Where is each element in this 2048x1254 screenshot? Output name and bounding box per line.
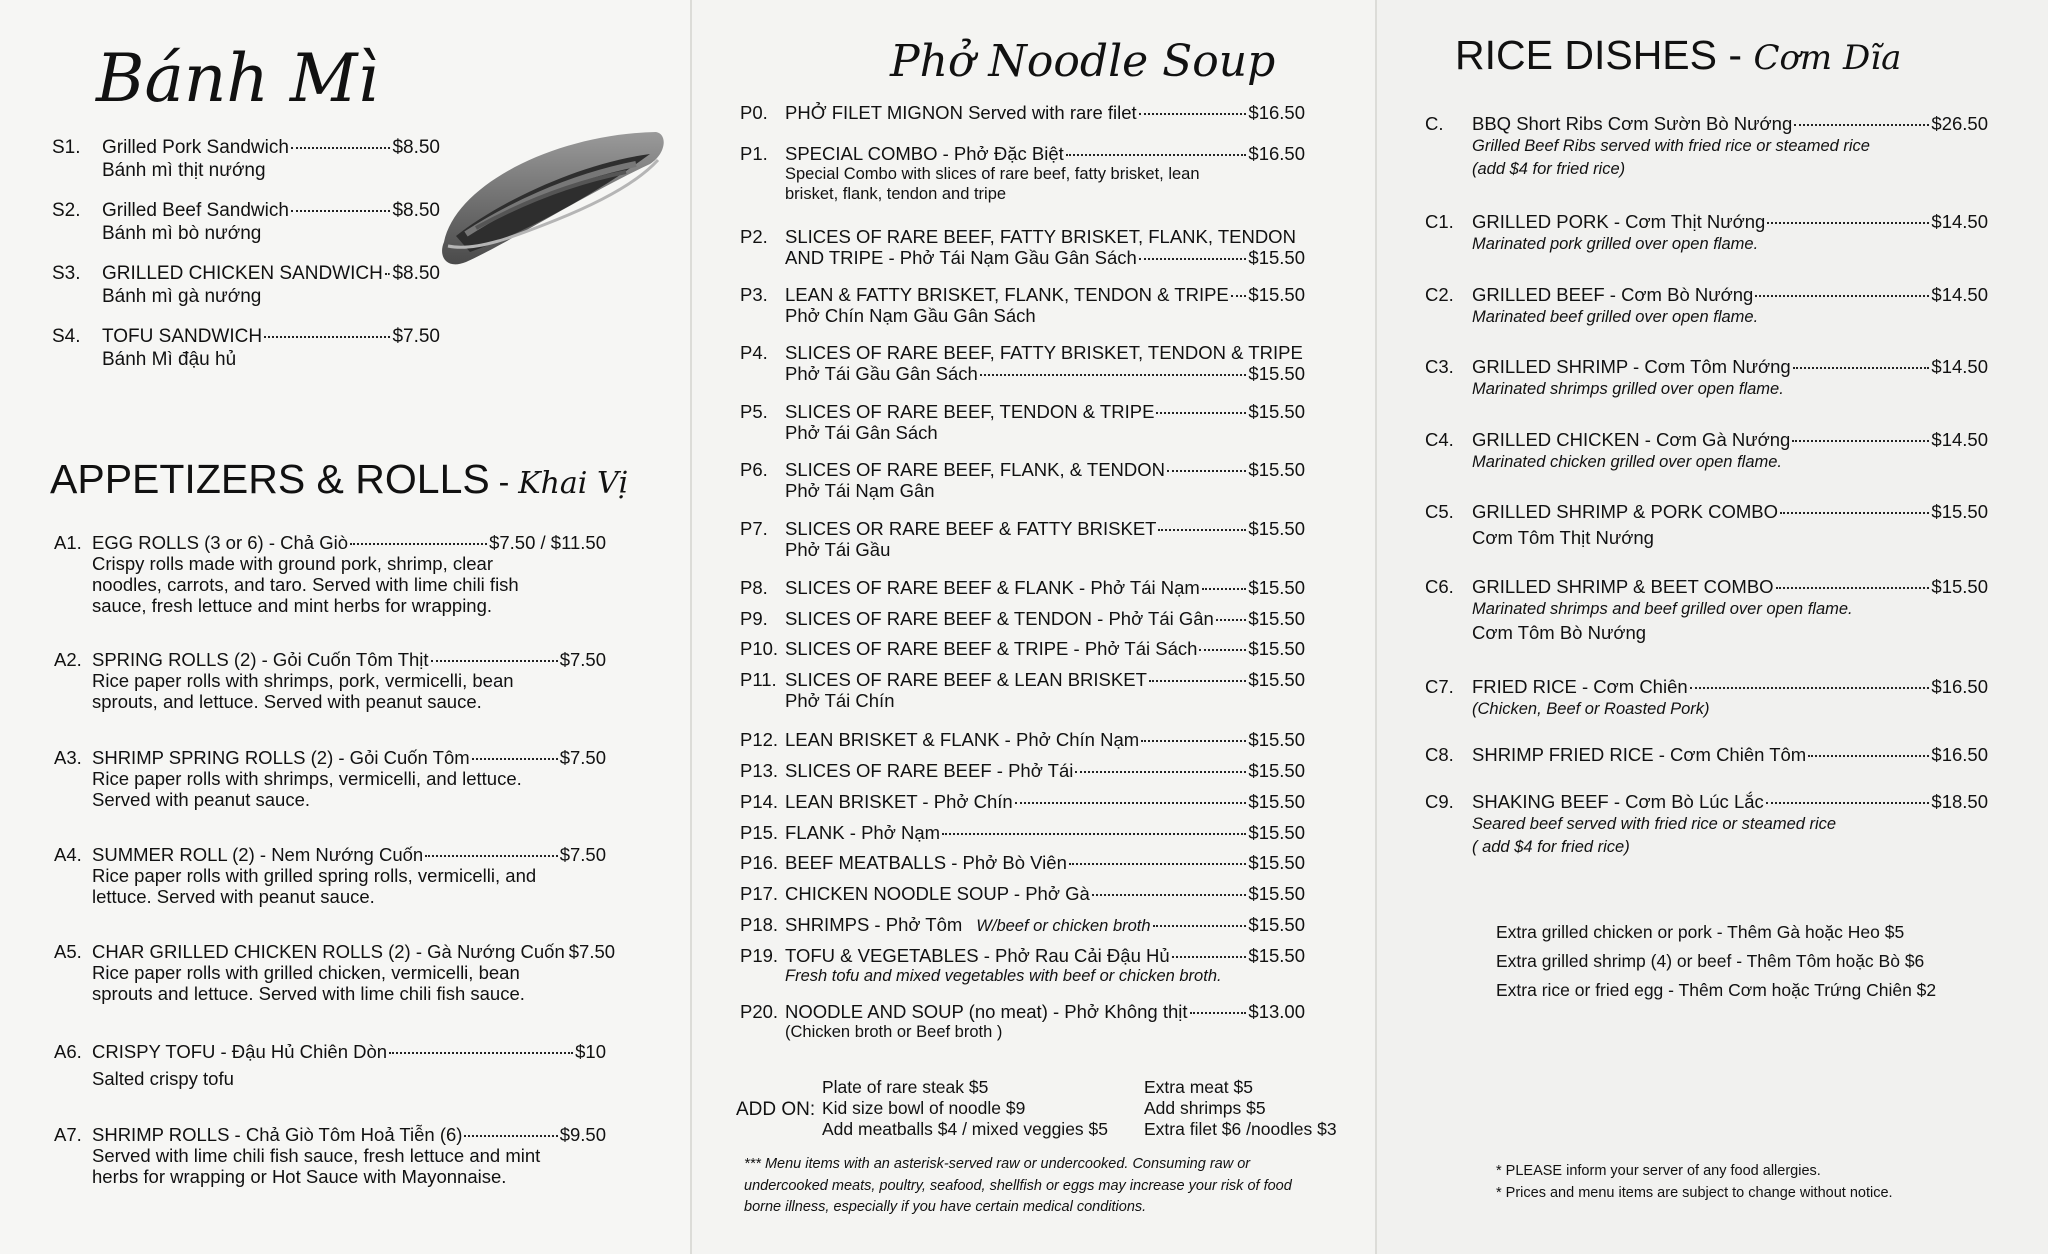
menu-item: [740, 669, 1305, 711]
item-price: $15.50: [1248, 577, 1305, 598]
item-name: BBQ Short Ribs Cơm Sườn Bò Nướng: [1472, 113, 1793, 134]
disclaimer-line: undercooked meats, poultry, seafood, shellfish or eggs may increase your risk of food: [744, 1177, 1292, 1194]
item-price: $15.50: [1248, 608, 1305, 629]
item-code: P7.: [740, 518, 768, 539]
item-name: GRILLED SHRIMP & PORK COMBO: [1472, 501, 1778, 522]
disclaimer-line: *** Menu items with an asterisk-served raw or undercooked. Consuming raw or: [744, 1156, 1251, 1172]
item-code: P12.: [740, 729, 779, 750]
item-code: C8.: [1425, 744, 1454, 765]
addon-label: ADD ON:: [736, 1099, 816, 1120]
addon-item: Add meatballs $4 / mixed veggies $5: [822, 1119, 1108, 1139]
item-code: P2.: [740, 226, 768, 247]
item-code: C2.: [1425, 284, 1454, 305]
item-name: CRISPY TOFU - Đậu Hủ Chiên Dòn: [92, 1041, 388, 1062]
banh-mi-heading: Bánh Mì: [96, 40, 379, 117]
menu-item: [740, 102, 1305, 123]
menu-item: [52, 136, 440, 182]
menu-item: [54, 1041, 606, 1089]
item-price: $15.50: [1248, 459, 1305, 480]
menu-item: [54, 941, 616, 1004]
item-code: A2.: [54, 649, 82, 670]
item-price: $15.50: [1248, 669, 1305, 690]
item-code: C9.: [1425, 791, 1454, 812]
item-desc: Rice paper rolls with shrimps, pork, vermicelli, bean: [92, 670, 514, 691]
item-desc: Marinated shrimps grilled over open flame.: [1472, 380, 1784, 398]
item-code: A5.: [54, 941, 82, 962]
item-price: $15.50: [1248, 247, 1305, 268]
item-subtitle: Cơm Tôm Bò Nướng: [1472, 622, 1647, 643]
item-name: SHRIMPS - Phở Tôm: [785, 914, 963, 935]
item-subtitle: Phở Chín Nạm Gầu Gân Sách: [785, 305, 1036, 326]
item-name: NOODLE AND SOUP (no meat) - Phở Không thịt: [785, 1001, 1188, 1022]
item-code: P13.: [740, 760, 779, 781]
item-code: P8.: [740, 577, 768, 598]
item-price: $18.50: [1931, 791, 1988, 812]
item-desc: (Chicken, Beef or Roasted Pork): [1472, 700, 1710, 718]
menu-item: [54, 649, 606, 712]
menu-item: [740, 401, 1305, 443]
menu-item: [54, 747, 606, 810]
menu-item: [740, 638, 1305, 659]
item-subtitle: Bánh Mì đậu hủ: [102, 349, 237, 370]
item-name: GRILLED SHRIMP & BEET COMBO: [1472, 576, 1774, 597]
item-desc: Crispy rolls made with ground pork, shrimp, clear: [92, 553, 493, 574]
item-desc: Marinated shrimps and beef grilled over open flame.: [1472, 600, 1853, 618]
rice-subtitle: Cơm Dĩa: [1753, 38, 1902, 78]
menu-item: [1425, 428, 1988, 474]
item-price: $15.50: [1248, 852, 1305, 873]
item-name: SLICES OF RARE BEEF & TENDON - Phở Tái Gân: [785, 608, 1214, 629]
item-name: LEAN & FATTY BRISKET, FLANK, TENDON & TRIPE: [785, 284, 1229, 305]
item-desc: Salted crispy tofu: [92, 1068, 234, 1089]
item-code: C1.: [1425, 211, 1454, 232]
rice-extras: [1496, 918, 1936, 1005]
item-price: $8.50: [392, 137, 440, 158]
menu-notes: [1496, 1160, 1893, 1204]
item-name: TOFU SANDWICH: [102, 326, 263, 347]
menu-item: [740, 143, 1305, 204]
item-name: GRILLED CHICKEN SANDWICH: [102, 263, 383, 284]
item-code: P4.: [740, 342, 768, 363]
addon-list-right: [1144, 1077, 1337, 1140]
item-name: SUMMER ROLL (2) - Nem Nướng Cuốn: [92, 844, 424, 865]
item-subtitle: Phở Tái Gầu: [785, 539, 891, 560]
banh-mi-list: [52, 136, 440, 388]
item-price: $15.50: [1248, 883, 1305, 904]
item-desc: Seared beef served with fried rice or steamed rice: [1472, 815, 1837, 833]
item-price: $8.50: [392, 200, 440, 221]
item-name: SPECIAL COMBO - Phở Đặc Biệt: [785, 143, 1064, 164]
item-code: P6.: [740, 459, 768, 480]
item-code: C6.: [1425, 576, 1454, 597]
item-price: $15.50: [1931, 576, 1988, 597]
menu-item: [740, 945, 1305, 987]
menu-item: [740, 852, 1305, 873]
item-price: $7.50: [559, 844, 606, 865]
item-code: C5.: [1425, 501, 1454, 522]
item-desc: Marinated pork grilled over open flame.: [1472, 235, 1759, 253]
item-desc: noodles, carrots, and taro. Served with lime chili fish: [92, 574, 519, 595]
menu-item: [54, 1124, 606, 1187]
menu-item: [740, 914, 1305, 937]
title-dash: -: [1717, 32, 1754, 78]
item-code: A4.: [54, 844, 82, 865]
item-name: GRILLED PORK - Cơm Thịt Nướng: [1472, 211, 1766, 232]
item-price: $10: [575, 1041, 606, 1062]
menu-item: [740, 791, 1305, 812]
item-name: GRILLED CHICKEN - Cơm Gà Nướng: [1472, 429, 1791, 450]
item-desc: ( add $4 for fried rice): [1472, 838, 1630, 856]
item-desc: Fresh tofu and mixed vegetables with beef or chicken broth.: [785, 967, 1222, 985]
menu-item: [54, 844, 606, 907]
menu-item: [740, 226, 1305, 268]
item-desc: Rice paper rolls with shrimps, vermicelli, and lettuce.: [92, 768, 522, 789]
item-name: Grilled Pork Sandwich: [102, 137, 289, 158]
menu-item: [1425, 743, 1988, 766]
item-subtitle: Cơm Tôm Thịt Nướng: [1472, 527, 1654, 548]
item-price: $7.50: [568, 941, 616, 962]
addon-item: Kid size bowl of noodle $9: [822, 1098, 1026, 1118]
menu-item: [740, 459, 1305, 501]
item-code: P10.: [740, 638, 779, 659]
item-name: SHRIMP ROLLS - Chả Giò Tôm Hoả Tiễn (6): [92, 1124, 463, 1145]
menu-item: [740, 760, 1305, 781]
item-code: S2.: [52, 200, 81, 221]
addon-item: Extra meat $5: [1144, 1077, 1253, 1097]
item-code: P1.: [740, 143, 768, 164]
item-code: P3.: [740, 284, 768, 305]
fold-line: [1375, 0, 1377, 1254]
item-subtitle: Phở Tái Chín: [785, 690, 895, 711]
item-name: AND TRIPE - Phở Tái Nạm Gầu Gân Sách: [785, 247, 1137, 268]
item-name: SLICES OF RARE BEEF & FLANK - Phở Tái Nạm: [785, 577, 1200, 598]
item-desc: sprouts, and lettuce. Served with peanut sauce.: [92, 691, 482, 712]
item-price: $15.50: [1931, 501, 1988, 522]
item-name: LEAN BRISKET & FLANK - Phở Chín Nạm: [785, 729, 1140, 750]
item-price: $15.50: [1248, 363, 1305, 384]
rice-heading: [1455, 32, 1901, 79]
item-price: $15.50: [1248, 284, 1305, 305]
appetizers-title: APPETIZERS & ROLLS: [50, 456, 490, 502]
item-desc: Marinated chicken grilled over open flame.: [1472, 453, 1782, 471]
item-subtitle: Bánh mì thịt nướng: [102, 160, 266, 181]
menu-item: [740, 284, 1305, 326]
rice-title: RICE DISHES: [1455, 32, 1717, 78]
item-price: $15.50: [1248, 822, 1305, 843]
item-desc: Grilled Beef Ribs served with fried rice or steamed rice: [1472, 137, 1870, 155]
menu-item: [740, 822, 1305, 843]
food-safety-disclaimer: [744, 1154, 1344, 1219]
item-code: A3.: [54, 747, 82, 768]
addon-list-left: [822, 1077, 1108, 1140]
appetizers-subtitle: Khai Vị: [518, 466, 629, 501]
menu-item: [740, 729, 1305, 750]
item-subtitle: Bánh mì bò nướng: [102, 223, 262, 244]
item-price: $16.50: [1248, 143, 1305, 164]
extra-item: Extra rice or fried egg - Thêm Cơm hoặc Trứng Chiên $2: [1496, 980, 1937, 1000]
item-code: A6.: [54, 1041, 82, 1062]
item-price: $13.00: [1248, 1001, 1305, 1022]
item-name: SLICES OF RARE BEEF - Phở Tái: [785, 760, 1074, 781]
menu-item: [1425, 500, 1988, 549]
item-name: SLICES OF RARE BEEF, FATTY BRISKET, TENDON & TRIPE: [785, 342, 1303, 363]
menu-item: [1425, 355, 1988, 401]
item-desc: (add $4 for fried rice): [1472, 160, 1626, 178]
item-price: $15.50: [1248, 945, 1305, 966]
item-name: BEEF MEATBALLS - Phở Bò Viên: [785, 852, 1067, 873]
item-code: P5.: [740, 401, 768, 422]
menu-item: [740, 883, 1305, 904]
item-code: C7.: [1425, 676, 1454, 697]
item-code: P9.: [740, 608, 768, 629]
item-name: Phở Tái Gầu Gân Sách: [785, 363, 978, 384]
item-name: SHRIMP SPRING ROLLS (2) - Gỏi Cuốn Tôm: [92, 747, 470, 768]
item-desc: Special Combo with slices of rare beef, fatty brisket, lean: [785, 165, 1200, 183]
item-name: SLICES OF RARE BEEF & LEAN BRISKET: [785, 669, 1147, 690]
item-name: SLICES OF RARE BEEF, FLANK, & TENDON: [785, 459, 1166, 480]
item-price: $16.50: [1931, 744, 1988, 765]
menu-item: [1425, 210, 1988, 256]
item-code: P15.: [740, 822, 779, 843]
addon-item: Plate of rare steak $5: [822, 1077, 989, 1097]
item-code: C3.: [1425, 356, 1454, 377]
menu-item: [1425, 790, 1988, 859]
item-name: SLICES OF RARE BEEF, TENDON & TRIPE: [785, 401, 1155, 422]
menu-item: [740, 608, 1305, 629]
menu-item: [52, 199, 440, 245]
item-price: $16.50: [1931, 676, 1988, 697]
menu-item: [1425, 283, 1988, 329]
item-name: FRIED RICE - Cơm Chiên: [1472, 676, 1688, 697]
menu-item: [1425, 575, 1988, 644]
item-code: C4.: [1425, 429, 1454, 450]
item-price: $26.50: [1931, 113, 1988, 134]
item-name: SPRING ROLLS (2) - Gỏi Cuốn Tôm Thịt: [92, 649, 429, 670]
item-name: TOFU & VEGETABLES - Phở Rau Cải Đậu Hủ: [785, 945, 1170, 966]
item-price: $15.50: [1248, 518, 1305, 539]
item-price: $9.50: [559, 1124, 606, 1145]
item-subtitle: Phở Tái Gân Sách: [785, 422, 938, 443]
item-price: $14.50: [1931, 284, 1988, 305]
item-price: $15.50: [1248, 401, 1305, 422]
item-code: P0.: [740, 102, 768, 123]
menu-item: [740, 518, 1305, 560]
extra-item: Extra grilled shrimp (4) or beef - Thêm Tôm hoặc Bò $6: [1496, 951, 1925, 971]
item-code: A7.: [54, 1124, 82, 1145]
extra-item: Extra grilled chicken or pork - Thêm Gà hoặc Heo $5: [1496, 922, 1905, 942]
item-desc: sprouts and lettuce. Served with lime chili fish sauce.: [92, 983, 525, 1004]
item-price: $16.50: [1248, 102, 1305, 123]
item-name: CHICKEN NOODLE SOUP - Phở Gà: [785, 883, 1090, 904]
item-price: $7.50: [559, 747, 606, 768]
item-code: C.: [1425, 113, 1444, 134]
sandwich-photo: [436, 124, 668, 274]
menu-item: [54, 532, 606, 616]
item-code: P11.: [740, 669, 777, 690]
menu-item: [740, 1001, 1305, 1043]
item-name: SHRIMP FRIED RICE - Cơm Chiên Tôm: [1472, 744, 1807, 765]
item-name: SLICES OR RARE BEEF & FATTY BRISKET: [785, 518, 1157, 539]
appetizers-heading: [50, 456, 628, 503]
item-name: EGG ROLLS (3 or 6) - Chả Giò: [92, 532, 349, 553]
menu-item: [52, 262, 440, 308]
addon-item: Add shrimps $5: [1144, 1098, 1266, 1118]
item-name: FLANK - Phở Nạm: [785, 822, 941, 843]
title-dash: -: [489, 464, 519, 500]
item-note: W/beef or chicken broth: [976, 917, 1151, 935]
item-price: $15.50: [1248, 729, 1305, 750]
item-desc: Served with lime chili fish sauce, fresh lettuce and mint: [92, 1145, 541, 1166]
item-subtitle: Bánh mì gà nướng: [102, 286, 262, 307]
disclaimer-line: borne illness, especially if you have certain medical conditions.: [744, 1199, 1147, 1215]
pho-heading: Phở Noodle Soup: [890, 36, 1276, 87]
item-price: $14.50: [1931, 429, 1988, 450]
item-desc: Marinated beef grilled over open flame.: [1472, 308, 1759, 326]
menu-item: [1425, 112, 1988, 181]
addon-item: Extra filet $6 /noodles $3: [1144, 1119, 1337, 1139]
item-name: LEAN BRISKET - Phở Chín: [785, 791, 1013, 812]
item-desc: (Chicken broth or Beef broth ): [785, 1023, 1003, 1041]
item-code: P20.: [740, 1001, 779, 1022]
item-price: $15.50: [1248, 760, 1305, 781]
item-code: A1.: [54, 532, 82, 553]
menu-item: [1425, 675, 1988, 721]
item-code: P16.: [740, 852, 779, 873]
item-desc: lettuce. Served with peanut sauce.: [92, 886, 375, 907]
item-name: Grilled Beef Sandwich: [102, 200, 289, 221]
menu-item: [740, 342, 1305, 384]
menu-item: [740, 577, 1305, 598]
allergy-note: * PLEASE inform your server of any food allergies.: [1496, 1163, 1821, 1179]
item-price: $14.50: [1931, 356, 1988, 377]
item-price: $7.50: [392, 326, 440, 347]
item-code: P19.: [740, 945, 779, 966]
item-name: CHAR GRILLED CHICKEN ROLLS (2) - Gà Nướng Cuốn: [92, 941, 565, 962]
item-price: $15.50: [1248, 791, 1305, 812]
item-code: P18.: [740, 914, 779, 935]
item-price: $14.50: [1931, 211, 1988, 232]
item-price: $8.50: [392, 263, 440, 284]
item-code: S1.: [52, 137, 81, 158]
item-desc: herbs for wrapping or Hot Sauce with Mayonnaise.: [92, 1166, 507, 1187]
item-desc: Served with peanut sauce.: [92, 789, 311, 810]
item-name: SHAKING BEEF - Cơm Bò Lúc Lắc: [1472, 791, 1764, 812]
item-price: $15.50: [1248, 914, 1305, 935]
item-name: SLICES OF RARE BEEF & TRIPE - Phở Tái Sách: [785, 638, 1198, 659]
fold-line: [690, 0, 692, 1254]
item-name: SLICES OF RARE BEEF, FATTY BRISKET, FLANK, TENDON: [785, 226, 1296, 247]
item-name: PHỞ FILET MIGNON Served with rare filet: [785, 102, 1137, 123]
item-desc: brisket, flank, tendon and tripe: [785, 185, 1007, 203]
menu-item: [52, 325, 440, 371]
price-change-note: * Prices and menu items are subject to change without notice.: [1496, 1185, 1893, 1201]
item-code: S4.: [52, 326, 81, 347]
item-desc: Rice paper rolls with grilled spring rolls, vermicelli, and: [92, 865, 537, 886]
item-code: P14.: [740, 791, 779, 812]
item-price: $7.50 / $11.50: [489, 532, 606, 553]
item-code: P17.: [740, 883, 779, 904]
item-name: GRILLED SHRIMP - Cơm Tôm Nướng: [1472, 356, 1791, 377]
item-desc: sauce, fresh lettuce and mint herbs for wrapping.: [92, 595, 493, 616]
item-desc: Rice paper rolls with grilled chicken, vermicelli, bean: [92, 962, 520, 983]
item-subtitle: Phở Tái Nạm Gân: [785, 480, 935, 501]
item-price: $15.50: [1248, 638, 1305, 659]
item-code: S3.: [52, 263, 81, 284]
item-price: $7.50: [559, 649, 606, 670]
item-name: GRILLED BEEF - Cơm Bò Nướng: [1472, 284, 1754, 305]
